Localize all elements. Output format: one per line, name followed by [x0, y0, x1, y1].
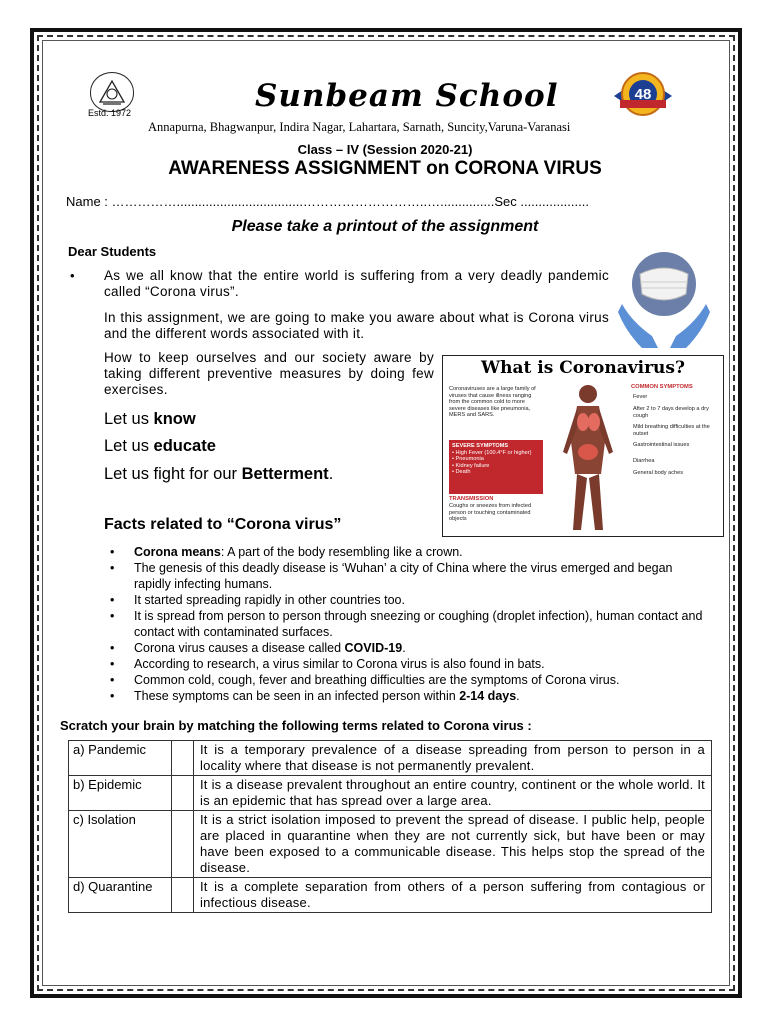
school-name: Sunbeam School [255, 78, 559, 114]
infographic-intro: Coronaviruses are a large family of viruses that cause illness ranging from the common cold to more severe diseases like pneumonia, MERS and SARS. [449, 386, 536, 418]
slogan-educate: Let us educate [104, 437, 216, 455]
answer-blank[interactable] [172, 878, 194, 913]
table-row [69, 776, 712, 811]
school-address: Annapurna, Bhagwanpur, Indira Nagar, Lahartara, Sarnath, Suncity,Varuna-Varanasi [148, 120, 571, 134]
severe-symptoms-box: SEVERE SYMPTOMS • High Fever (100.4°F or higher) • Pneumonia • Kidney failure • Death [449, 440, 543, 494]
common-symptoms-heading: COMMON SYMPTOMS [631, 384, 693, 390]
intro-paragraph-1: As we all know that the entire world is suffering from a very deadly pandemic called “Corona virus”. [104, 268, 609, 299]
term-cell: d) Quarantine [69, 878, 172, 913]
facts-heading: Facts related to “Corona virus” [104, 516, 342, 533]
facts-list [110, 544, 706, 704]
slogan-betterment: Let us fight for our Betterment. [104, 465, 334, 483]
name-section-field[interactable]: Name : ……………...................................………………………..…...............Sec ................... [66, 194, 589, 209]
matching-table [68, 740, 712, 913]
symptom-fever: Fever [633, 394, 648, 400]
list-item: • These symptoms can be seen in an infected person within 2-14 days. [110, 688, 706, 704]
definition-cell: It is a disease prevalent throughout an entire country, continent or the whole world. It is an epidemic that has spread over a large area. [194, 776, 712, 811]
symptom-gastro: Gastrointestinal issues [633, 442, 690, 448]
symptom-body-aches: General body aches [633, 470, 684, 476]
definition-cell: It is a complete separation from others of a person suffering from contagious or infectious disease. [194, 878, 712, 913]
list-item: • It is spread from person to person through sneezing or coughing (droplet infection), human contact and contact with contaminated surfaces. [110, 608, 706, 640]
list-item: • Corona means: A part of the body resembling like a crown. [110, 544, 706, 560]
definition-cell: It is a strict isolation imposed to prevent the spread of disease. I public help, people are placed in quarantine when they are not currently sick, but have been or may have been exposed to a communicable disease. This helps stop the spread of the disease. [194, 811, 712, 878]
list-item: • According to research, a virus similar to Corona virus is also found in bats. [110, 656, 706, 672]
answer-blank[interactable] [172, 811, 194, 878]
infographic-title: What is Coronavirus? [481, 358, 685, 378]
transmission-text: Coughs or sneezes from infected person or touching contaminated objects [449, 503, 532, 522]
badge-number: 48 [634, 86, 652, 103]
term-cell: a) Pandemic [69, 741, 172, 776]
established-year: Estd. 1972 [88, 108, 132, 118]
term-cell: b) Epidemic [69, 776, 172, 811]
anniversary-badge-logo [612, 70, 674, 118]
table-row [69, 878, 712, 913]
what-is-coronavirus-infographic [442, 355, 724, 537]
answer-blank[interactable] [172, 776, 194, 811]
definition-cell: It is a temporary prevalence of a disease spreading from person to person in a locality where that disease is not permanently prevalent. [194, 741, 712, 776]
class-session: Class – IV (Session 2020-21) [297, 142, 473, 157]
bullet-icon: • [70, 268, 75, 283]
salutation: Dear Students [68, 244, 157, 259]
matching-exercise-heading: Scratch your brain by matching the following terms related to Corona virus : [60, 718, 532, 733]
globe-mask-gloves-image [612, 244, 712, 352]
list-item: • Corona virus causes a disease called COVID-19. [110, 640, 706, 656]
list-item: • The genesis of this deadly disease is ‘Wuhan’ a city of China where the virus emerged and began rapidly infecting humans. [110, 560, 706, 592]
list-item: • Common cold, cough, fever and breathing difficulties are the symptoms of Corona virus. [110, 672, 706, 688]
school-crest-logo [90, 72, 134, 112]
intro-paragraph-2: In this assignment, we are going to make you aware about what is Corona virus and the different words associated with it. [104, 310, 609, 341]
intro-paragraph-3: How to keep ourselves and our society aware by taking different preventive measures by doing few exercises. [104, 350, 434, 397]
transmission-heading: TRANSMISSION [449, 496, 494, 502]
table-row [69, 811, 712, 878]
symptom-diarrhea: Diarrhea [633, 458, 655, 464]
human-body-illustration [547, 382, 629, 534]
term-cell: c) Isolation [69, 811, 172, 878]
table-row [69, 741, 712, 776]
printout-instruction: Please take a printout of the assignment [231, 218, 539, 235]
list-item: • It started spreading rapidly in other countries too. [110, 592, 706, 608]
assignment-title: AWARENESS ASSIGNMENT on CORONA VIRUS [168, 158, 602, 179]
answer-blank[interactable] [172, 741, 194, 776]
symptom-dry-cough: After 2 to 7 days develop a dry cough [633, 406, 709, 419]
symptom-breathing: Mild breathing difficulties at the outset [633, 424, 710, 437]
slogan-know: Let us know [104, 410, 196, 428]
